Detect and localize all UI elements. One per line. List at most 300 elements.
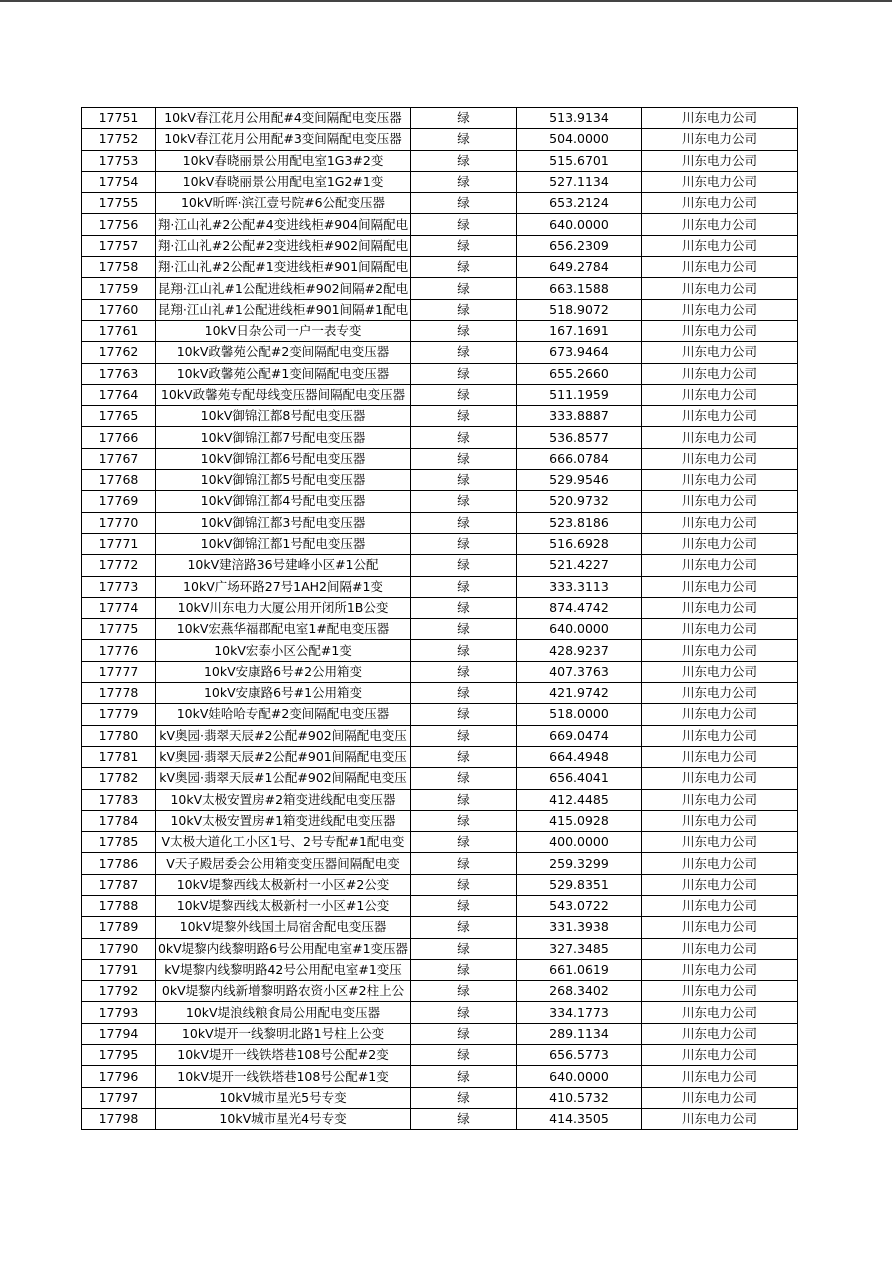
color-cell: 绿	[411, 108, 517, 129]
company-cell: 川东电力公司	[642, 576, 798, 597]
name-cell	[156, 342, 411, 363]
value-cell: 518.9072	[517, 299, 642, 320]
table-row	[82, 342, 798, 363]
table-row	[82, 640, 798, 661]
color-cell: 绿	[411, 576, 517, 597]
value-cell: 268.3402	[517, 981, 642, 1002]
name-cell	[156, 555, 411, 576]
table-row	[82, 320, 798, 341]
color-cell: 绿	[411, 981, 517, 1002]
name-text: kV奥园·翡翠天辰#1公配#902间隔配电变压	[159, 770, 407, 786]
name-text: 10kV昕晖·滨江壹号院#6公配变压器	[180, 195, 386, 211]
name-cell	[156, 810, 411, 831]
color-cell: 绿	[411, 555, 517, 576]
id-cell: 17767	[82, 448, 156, 469]
table-row	[82, 129, 798, 150]
color-cell: 绿	[411, 320, 517, 341]
name-text: 10kV太极安置房#2箱变进线配电变压器	[170, 791, 396, 807]
table-row	[82, 576, 798, 597]
color-cell: 绿	[411, 171, 517, 192]
value-cell: 518.0000	[517, 704, 642, 725]
name-clip	[156, 811, 410, 831]
name-text: 10kV堤开一线铁塔巷108号公配#1变	[177, 1068, 389, 1084]
name-clip	[156, 449, 410, 469]
id-cell: 17757	[82, 235, 156, 256]
value-cell: 653.2124	[517, 193, 642, 214]
id-cell: 17761	[82, 320, 156, 341]
color-cell: 绿	[411, 640, 517, 661]
value-cell: 529.8351	[517, 874, 642, 895]
company-cell: 川东电力公司	[642, 683, 798, 704]
color-cell: 绿	[411, 874, 517, 895]
value-cell: 666.0784	[517, 448, 642, 469]
table-row	[82, 1045, 798, 1066]
data-table	[81, 107, 798, 1130]
id-cell: 17756	[82, 214, 156, 235]
id-cell: 17798	[82, 1108, 156, 1129]
company-cell: 川东电力公司	[642, 384, 798, 405]
name-text: 10kV川东电力大厦公用开闭所1B公变	[177, 599, 389, 615]
name-clip	[156, 641, 410, 661]
id-cell: 17780	[82, 725, 156, 746]
name-cell	[156, 129, 411, 150]
id-cell: 17771	[82, 533, 156, 554]
company-cell: 川东电力公司	[642, 533, 798, 554]
color-cell: 绿	[411, 363, 517, 384]
value-cell: 400.0000	[517, 832, 642, 853]
value-cell: 511.1959	[517, 384, 642, 405]
id-cell: 17787	[82, 874, 156, 895]
name-text: 10kV政馨苑公配#2变间隔配电变压器	[176, 344, 390, 360]
name-clip	[156, 981, 410, 1001]
id-cell: 17779	[82, 704, 156, 725]
id-cell: 17766	[82, 427, 156, 448]
name-text: 昆翔·江山礼#1公配进线柜#902间隔#2配电	[157, 280, 409, 296]
name-text: 10kV春晓丽景公用配电室1G3#2变	[182, 152, 384, 168]
id-cell: 17796	[82, 1066, 156, 1087]
name-text: 10kV堤黎西线太极新村一小区#2公变	[176, 876, 390, 892]
id-cell: 17762	[82, 342, 156, 363]
table-row	[82, 597, 798, 618]
name-cell	[156, 171, 411, 192]
color-cell: 绿	[411, 129, 517, 150]
company-cell: 川东电力公司	[642, 1087, 798, 1108]
table-row	[82, 363, 798, 384]
name-text: 10kV政馨苑公配#1变间隔配电变压器	[176, 365, 390, 381]
name-text: 翔·江山礼#2公配#2变进线柜#902间隔配电	[157, 237, 409, 253]
color-cell: 绿	[411, 533, 517, 554]
id-cell: 17783	[82, 789, 156, 810]
company-cell: 川东电力公司	[642, 1066, 798, 1087]
name-text: 10kV城市星光5号专变	[219, 1089, 347, 1105]
company-cell: 川东电力公司	[642, 320, 798, 341]
name-cell	[156, 619, 411, 640]
name-clip	[156, 513, 410, 533]
value-cell: 523.8186	[517, 512, 642, 533]
name-cell	[156, 406, 411, 427]
table-row	[82, 214, 798, 235]
name-cell	[156, 1023, 411, 1044]
name-cell	[156, 832, 411, 853]
name-clip	[156, 470, 410, 490]
color-cell: 绿	[411, 150, 517, 171]
table-row	[82, 895, 798, 916]
name-clip	[156, 364, 410, 384]
name-cell	[156, 320, 411, 341]
color-cell: 绿	[411, 704, 517, 725]
table-row	[82, 299, 798, 320]
value-cell: 656.4041	[517, 768, 642, 789]
name-text: 翔·江山礼#2公配#4变进线柜#904间隔配电	[157, 216, 409, 232]
table-row	[82, 853, 798, 874]
company-cell: 川东电力公司	[642, 299, 798, 320]
name-cell	[156, 597, 411, 618]
table-row	[82, 193, 798, 214]
company-cell: 川东电力公司	[642, 938, 798, 959]
name-cell	[156, 448, 411, 469]
name-clip	[156, 279, 410, 299]
table-row	[82, 512, 798, 533]
color-cell: 绿	[411, 1023, 517, 1044]
company-cell: 川东电力公司	[642, 1002, 798, 1023]
color-cell: 绿	[411, 683, 517, 704]
table-row	[82, 768, 798, 789]
id-cell: 17774	[82, 597, 156, 618]
table-row	[82, 789, 798, 810]
value-cell: 327.3485	[517, 938, 642, 959]
value-cell: 663.1588	[517, 278, 642, 299]
name-clip	[156, 683, 410, 703]
company-cell: 川东电力公司	[642, 470, 798, 491]
value-cell: 331.3938	[517, 917, 642, 938]
id-cell: 17752	[82, 129, 156, 150]
value-cell: 543.0722	[517, 895, 642, 916]
name-cell	[156, 193, 411, 214]
name-clip	[156, 1024, 410, 1044]
table-row	[82, 108, 798, 129]
name-text: 10kV广场环路27号1AH2间隔#1变	[183, 578, 383, 594]
name-clip	[156, 1109, 410, 1129]
value-cell: 289.1134	[517, 1023, 642, 1044]
value-cell: 513.9134	[517, 108, 642, 129]
name-cell	[156, 1108, 411, 1129]
name-text: 10kV堤开一线黎明北路1号柱上公变	[181, 1025, 385, 1041]
id-cell: 17763	[82, 363, 156, 384]
table-row	[82, 150, 798, 171]
name-cell	[156, 1045, 411, 1066]
value-cell: 640.0000	[517, 619, 642, 640]
name-cell	[156, 235, 411, 256]
name-text: 昆翔·江山礼#1公配进线柜#901间隔#1配电	[157, 301, 409, 317]
value-cell: 516.6928	[517, 533, 642, 554]
name-text: 10kV御锦江都4号配电变压器	[200, 493, 366, 509]
name-clip	[156, 577, 410, 597]
table-row	[82, 704, 798, 725]
company-cell: 川东电力公司	[642, 278, 798, 299]
table-row	[82, 235, 798, 256]
company-cell: 川东电力公司	[642, 917, 798, 938]
company-cell: 川东电力公司	[642, 491, 798, 512]
page-top-rule	[0, 0, 892, 2]
color-cell: 绿	[411, 384, 517, 405]
company-cell: 川东电力公司	[642, 895, 798, 916]
table-row	[82, 1108, 798, 1129]
name-text: 10kV堤浪线粮食局公用配电变压器	[185, 1004, 381, 1020]
table-row	[82, 874, 798, 895]
color-cell: 绿	[411, 278, 517, 299]
value-cell: 333.8887	[517, 406, 642, 427]
id-cell: 17784	[82, 810, 156, 831]
table-row	[82, 832, 798, 853]
name-text: 0kV堤黎内线黎明路6号公用配电室#1变压器	[157, 940, 409, 956]
name-text: 10kV春江花月公用配#3变间隔配电变压器	[164, 131, 402, 147]
name-cell	[156, 874, 411, 895]
company-cell: 川东电力公司	[642, 704, 798, 725]
name-text: 10kV御锦江都6号配电变压器	[200, 450, 366, 466]
value-cell: 640.0000	[517, 1066, 642, 1087]
name-clip	[156, 1067, 410, 1087]
value-cell: 664.4948	[517, 746, 642, 767]
company-cell: 川东电力公司	[642, 512, 798, 533]
value-cell: 333.3113	[517, 576, 642, 597]
company-cell: 川东电力公司	[642, 1023, 798, 1044]
table-row	[82, 981, 798, 1002]
name-text: V太极大道化工小区1号、2号专配#1配电变	[161, 834, 405, 850]
name-cell	[156, 746, 411, 767]
value-cell: 669.0474	[517, 725, 642, 746]
company-cell: 川东电力公司	[642, 342, 798, 363]
company-cell: 川东电力公司	[642, 619, 798, 640]
name-clip	[156, 236, 410, 256]
id-cell: 17792	[82, 981, 156, 1002]
name-cell	[156, 108, 411, 129]
id-cell: 17786	[82, 853, 156, 874]
id-cell: 17797	[82, 1087, 156, 1108]
name-text: 10kV日杂公司一户一表专变	[204, 323, 362, 339]
name-text: 10kV御锦江都8号配电变压器	[200, 408, 366, 424]
value-cell: 167.1691	[517, 320, 642, 341]
company-cell: 川东电力公司	[642, 768, 798, 789]
table-row	[82, 384, 798, 405]
name-clip	[156, 555, 410, 575]
id-cell: 17755	[82, 193, 156, 214]
name-cell	[156, 704, 411, 725]
table-row	[82, 917, 798, 938]
color-cell: 绿	[411, 470, 517, 491]
name-cell	[156, 661, 411, 682]
name-clip	[156, 875, 410, 895]
color-cell: 绿	[411, 959, 517, 980]
name-cell	[156, 470, 411, 491]
company-cell: 川东电力公司	[642, 1045, 798, 1066]
color-cell: 绿	[411, 257, 517, 278]
name-text: 10kV太极安置房#1箱变进线配电变压器	[170, 812, 396, 828]
value-cell: 407.3763	[517, 661, 642, 682]
name-clip	[156, 960, 410, 980]
value-cell: 673.9464	[517, 342, 642, 363]
table-row	[82, 470, 798, 491]
company-cell: 川东电力公司	[642, 810, 798, 831]
company-cell: 川东电力公司	[642, 597, 798, 618]
company-cell: 川东电力公司	[642, 257, 798, 278]
color-cell: 绿	[411, 235, 517, 256]
table-row	[82, 1002, 798, 1023]
name-cell	[156, 853, 411, 874]
name-cell	[156, 214, 411, 235]
name-clip	[156, 768, 410, 788]
name-clip	[156, 172, 410, 192]
name-cell	[156, 363, 411, 384]
company-cell: 川东电力公司	[642, 406, 798, 427]
name-clip	[156, 406, 410, 426]
name-cell	[156, 683, 411, 704]
company-cell: 川东电力公司	[642, 193, 798, 214]
name-clip	[156, 917, 410, 937]
name-clip	[156, 428, 410, 448]
table-row	[82, 257, 798, 278]
id-cell: 17794	[82, 1023, 156, 1044]
name-cell	[156, 576, 411, 597]
name-cell	[156, 427, 411, 448]
company-cell: 川东电力公司	[642, 150, 798, 171]
id-cell: 17795	[82, 1045, 156, 1066]
color-cell: 绿	[411, 768, 517, 789]
id-cell: 17758	[82, 257, 156, 278]
name-text: 10kV御锦江都7号配电变压器	[200, 429, 366, 445]
table-row	[82, 746, 798, 767]
company-cell: 川东电力公司	[642, 853, 798, 874]
color-cell: 绿	[411, 342, 517, 363]
name-clip	[156, 726, 410, 746]
color-cell: 绿	[411, 448, 517, 469]
value-cell: 421.9742	[517, 683, 642, 704]
name-clip	[156, 491, 410, 511]
id-cell: 17773	[82, 576, 156, 597]
value-cell: 410.5732	[517, 1087, 642, 1108]
name-clip	[156, 832, 410, 852]
name-text: V天子殿居委会公用箱变变压器间隔配电变	[166, 855, 400, 871]
name-clip	[156, 1003, 410, 1023]
value-cell: 649.2784	[517, 257, 642, 278]
id-cell: 17764	[82, 384, 156, 405]
color-cell: 绿	[411, 491, 517, 512]
value-cell: 656.2309	[517, 235, 642, 256]
table-row	[82, 683, 798, 704]
name-cell	[156, 512, 411, 533]
name-clip	[156, 662, 410, 682]
color-cell: 绿	[411, 853, 517, 874]
color-cell: 绿	[411, 512, 517, 533]
id-cell: 17778	[82, 683, 156, 704]
id-cell: 17753	[82, 150, 156, 171]
name-cell	[156, 1066, 411, 1087]
table-row	[82, 959, 798, 980]
name-cell	[156, 1087, 411, 1108]
color-cell: 绿	[411, 895, 517, 916]
name-text: 10kV春晓丽景公用配电室1G2#1变	[182, 174, 384, 190]
table-row	[82, 725, 798, 746]
id-cell: 17781	[82, 746, 156, 767]
color-cell: 绿	[411, 427, 517, 448]
name-text: 10kV堤黎西线太极新村一小区#1公变	[176, 898, 390, 914]
company-cell: 川东电力公司	[642, 171, 798, 192]
value-cell: 536.8577	[517, 427, 642, 448]
name-clip	[156, 854, 410, 874]
name-clip	[156, 939, 410, 959]
table-row	[82, 619, 798, 640]
color-cell: 绿	[411, 1066, 517, 1087]
color-cell: 绿	[411, 619, 517, 640]
company-cell: 川东电力公司	[642, 448, 798, 469]
name-clip	[156, 1088, 410, 1108]
table-row	[82, 1023, 798, 1044]
name-clip	[156, 790, 410, 810]
table-row	[82, 810, 798, 831]
name-cell	[156, 768, 411, 789]
value-cell: 874.4742	[517, 597, 642, 618]
value-cell: 428.9237	[517, 640, 642, 661]
name-text: 10kV春江花月公用配#4变间隔配电变压器	[164, 110, 402, 126]
name-clip	[156, 1045, 410, 1065]
id-cell: 17772	[82, 555, 156, 576]
value-cell: 640.0000	[517, 214, 642, 235]
name-clip	[156, 108, 410, 128]
table-row	[82, 938, 798, 959]
company-cell: 川东电力公司	[642, 981, 798, 1002]
color-cell: 绿	[411, 597, 517, 618]
company-cell: 川东电力公司	[642, 959, 798, 980]
value-cell: 656.5773	[517, 1045, 642, 1066]
company-cell: 川东电力公司	[642, 555, 798, 576]
name-cell	[156, 1002, 411, 1023]
table-row	[82, 491, 798, 512]
table-row	[82, 555, 798, 576]
name-clip	[156, 598, 410, 618]
company-cell: 川东电力公司	[642, 661, 798, 682]
name-cell	[156, 725, 411, 746]
id-cell: 17776	[82, 640, 156, 661]
value-cell: 334.1773	[517, 1002, 642, 1023]
table-row	[82, 448, 798, 469]
name-clip	[156, 385, 410, 405]
table-row	[82, 171, 798, 192]
id-cell: 17793	[82, 1002, 156, 1023]
value-cell: 529.9546	[517, 470, 642, 491]
name-cell	[156, 257, 411, 278]
value-cell: 521.4227	[517, 555, 642, 576]
name-text: kV堤黎内线黎明路42号公用配电室#1变压	[164, 962, 402, 978]
name-clip	[156, 193, 410, 213]
value-cell: 259.3299	[517, 853, 642, 874]
name-clip	[156, 215, 410, 235]
color-cell: 绿	[411, 725, 517, 746]
name-cell	[156, 640, 411, 661]
value-cell: 527.1134	[517, 171, 642, 192]
table-row	[82, 1087, 798, 1108]
color-cell: 绿	[411, 299, 517, 320]
name-cell	[156, 384, 411, 405]
company-cell: 川东电力公司	[642, 725, 798, 746]
color-cell: 绿	[411, 789, 517, 810]
name-clip	[156, 619, 410, 639]
name-cell	[156, 789, 411, 810]
color-cell: 绿	[411, 917, 517, 938]
company-cell: 川东电力公司	[642, 108, 798, 129]
company-cell: 川东电力公司	[642, 640, 798, 661]
color-cell: 绿	[411, 406, 517, 427]
color-cell: 绿	[411, 938, 517, 959]
id-cell: 17754	[82, 171, 156, 192]
